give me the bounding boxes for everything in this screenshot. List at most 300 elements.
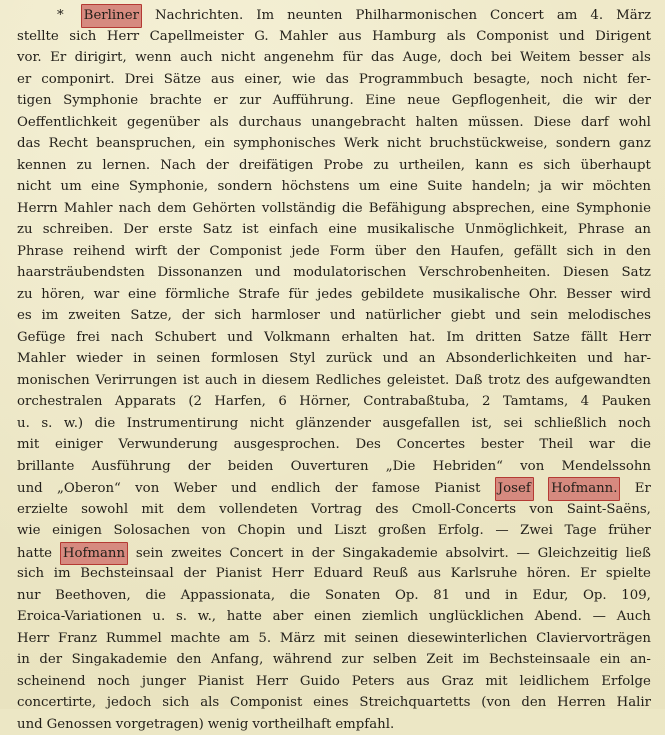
- word: geleistet.: [387, 370, 449, 392]
- word: der: [177, 241, 200, 263]
- word: angenehm: [264, 47, 334, 69]
- word: großen: [378, 520, 426, 542]
- word: Mahler: [64, 198, 113, 220]
- word: mit: [485, 671, 507, 693]
- word: ziemlich: [362, 606, 418, 628]
- word: Hebriden“: [433, 456, 503, 478]
- word: in: [505, 585, 518, 607]
- word: 2: [482, 391, 490, 413]
- word: Gefüge: [17, 327, 65, 349]
- word: zurück: [326, 348, 372, 370]
- word: scheinend: [17, 671, 85, 693]
- word: Anfang,: [211, 649, 263, 671]
- word: noch: [97, 671, 130, 693]
- word: glänzender: [296, 413, 371, 435]
- word: reihend: [73, 241, 125, 263]
- word: Herr: [17, 628, 49, 650]
- word: den: [177, 649, 202, 671]
- word: eine: [328, 219, 357, 241]
- word: Dissonanzen: [157, 262, 242, 284]
- word: durchaus: [239, 112, 302, 134]
- article-line: [17, 198, 651, 220]
- word: Concert: [490, 5, 544, 27]
- word: in: [17, 649, 30, 671]
- word: während: [273, 649, 332, 671]
- word: (von: [481, 692, 510, 714]
- word: die: [342, 198, 363, 220]
- word: monischen: [17, 370, 90, 392]
- article-line: [17, 542, 651, 564]
- word: Streichquartetts: [359, 692, 470, 714]
- word: Eroica-Variationen: [17, 606, 142, 628]
- word: und: [587, 348, 613, 370]
- word: März: [616, 5, 651, 27]
- word: Dirigent: [595, 26, 651, 48]
- word: an-: [630, 649, 651, 671]
- word: erhalten: [341, 327, 398, 349]
- word: neunten: [287, 5, 342, 27]
- word: und: [465, 585, 491, 607]
- word: absprechen,: [452, 198, 535, 220]
- word: Styl: [289, 348, 315, 370]
- word: erzielte: [17, 499, 68, 521]
- word: Componist: [476, 26, 548, 48]
- word: jede: [291, 241, 319, 263]
- word: Ausführung: [92, 456, 171, 478]
- word: über: [375, 241, 406, 263]
- word: Graz: [442, 671, 474, 693]
- word: nur: [17, 585, 40, 607]
- word: „Oberon“: [57, 478, 121, 500]
- word: Pianist: [198, 671, 244, 693]
- word: hören,: [41, 284, 85, 306]
- word: Rummel: [106, 628, 162, 650]
- word: Recht: [49, 133, 88, 155]
- word: von: [202, 520, 226, 542]
- word: seinen: [157, 348, 201, 370]
- word: nach: [119, 198, 152, 220]
- word: und: [17, 714, 43, 735]
- article-line: [17, 133, 651, 155]
- word: förmliche: [165, 284, 229, 306]
- word: Concert: [230, 543, 284, 565]
- word: der: [188, 456, 211, 478]
- word: 109,: [621, 585, 651, 607]
- article-line: [17, 434, 651, 456]
- article-line: [17, 456, 651, 478]
- word: am: [229, 628, 250, 650]
- article-line: [17, 47, 651, 69]
- word: wie: [17, 520, 41, 542]
- word: Satz: [622, 262, 651, 284]
- word: 4.: [590, 5, 603, 27]
- word: Phrase: [17, 241, 64, 263]
- word: an: [634, 219, 651, 241]
- word: Probe: [324, 155, 364, 177]
- word: im: [463, 649, 480, 671]
- word: s.: [41, 413, 52, 435]
- word: Haufen,: [450, 241, 504, 263]
- word: wenig: [208, 714, 249, 735]
- word: der: [39, 649, 62, 671]
- word: melodisches: [568, 305, 651, 327]
- word: ausgesprochen.: [234, 434, 340, 456]
- word: Herr: [272, 563, 304, 585]
- word: möchten: [593, 176, 651, 198]
- word: wir: [561, 176, 583, 198]
- word: machte: [171, 628, 221, 650]
- word: Schubert: [154, 327, 216, 349]
- word: zweites: [171, 543, 222, 565]
- word: auch: [180, 47, 213, 69]
- word: Gleichzeitig: [538, 543, 618, 565]
- word: Suite: [427, 176, 462, 198]
- word: Programmbuch: [359, 69, 463, 91]
- article-line: [17, 241, 651, 263]
- word: für: [343, 47, 363, 69]
- word: nicht: [17, 176, 51, 198]
- word: Nach: [160, 155, 196, 177]
- word: sondern: [217, 176, 272, 198]
- word: formlosen: [211, 348, 278, 370]
- article-line: [17, 327, 651, 349]
- word: Eduard: [313, 563, 363, 585]
- word: Symphonie: [576, 198, 651, 220]
- highlighted-term: Hofmann.: [548, 477, 620, 501]
- article-line: [17, 499, 651, 521]
- word: leidlichem: [520, 671, 590, 693]
- word: Philharmonischen: [355, 5, 477, 27]
- word: Tage: [564, 520, 596, 542]
- word: am: [557, 5, 578, 27]
- word: mit: [17, 434, 39, 456]
- word: Symphonie,: [129, 176, 208, 198]
- word: Daß: [455, 370, 482, 392]
- article-line: [17, 284, 651, 306]
- word: Verwunderung: [118, 434, 218, 456]
- word: neue: [407, 90, 440, 112]
- word: gefällt: [514, 241, 557, 263]
- word: zur: [239, 90, 261, 112]
- word: concertirte,: [17, 692, 96, 714]
- asterisk-marker: *: [57, 5, 64, 27]
- word: wohl: [619, 112, 651, 134]
- word: zu: [17, 284, 33, 306]
- word: ausgefallen: [382, 413, 459, 435]
- article-line: [17, 649, 651, 671]
- word: Herr: [619, 327, 651, 349]
- word: Auch: [617, 606, 651, 628]
- article-line: [17, 176, 651, 198]
- word: s.: [176, 606, 187, 628]
- article-line: [17, 26, 651, 48]
- word: dritten: [475, 327, 521, 349]
- word: und: [297, 520, 323, 542]
- word: Auge,: [403, 47, 442, 69]
- word: haarsträubendsten: [17, 262, 145, 284]
- word: modulatorischen: [293, 262, 406, 284]
- word: Saint-Saëns,: [567, 499, 651, 521]
- word: Peters: [352, 671, 395, 693]
- word: den: [521, 692, 546, 714]
- word: vollständig: [262, 198, 336, 220]
- word: w.,: [198, 606, 216, 628]
- word: Unmöglichkeit,: [465, 219, 568, 241]
- word: als: [632, 47, 651, 69]
- word: G.: [254, 26, 268, 48]
- word: Op.: [583, 585, 607, 607]
- word: 4: [581, 391, 589, 413]
- word: Karlsruhe: [451, 563, 518, 585]
- word: sondern: [556, 133, 611, 155]
- word: brachte: [150, 90, 202, 112]
- word: um: [61, 176, 82, 198]
- word: es: [17, 305, 32, 327]
- article-line: [17, 112, 651, 134]
- word: har-: [624, 348, 651, 370]
- word: dirigirt,: [75, 47, 127, 69]
- word: doch: [450, 47, 483, 69]
- word: nicht: [221, 47, 255, 69]
- word: Abend.: [535, 606, 582, 628]
- word: Verschrobenheiten.: [419, 262, 550, 284]
- word: Form: [330, 241, 365, 263]
- word: dreifätigen: [239, 155, 313, 177]
- word: zu: [77, 155, 93, 177]
- word: aus: [338, 26, 361, 48]
- word: wenn: [135, 47, 171, 69]
- word: Im: [446, 327, 464, 349]
- word: giebt: [451, 305, 486, 327]
- word: einfach: [269, 219, 319, 241]
- word: den: [416, 241, 441, 263]
- word: Herren: [557, 692, 606, 714]
- word: Strafe: [238, 284, 280, 306]
- word: seinen: [355, 628, 399, 650]
- word: Weber: [174, 478, 217, 500]
- word: gegenüber: [127, 112, 200, 134]
- word: Absonderlichkeiten: [446, 348, 577, 370]
- word: Redliches: [315, 370, 381, 392]
- word: ja: [540, 176, 552, 198]
- word: sich: [69, 26, 96, 48]
- word: einiger: [55, 434, 103, 456]
- word: unangebracht: [311, 112, 405, 134]
- word: hatte: [17, 543, 52, 565]
- word: Satz: [203, 219, 232, 241]
- article-line: [17, 671, 651, 693]
- word: jedes: [317, 284, 352, 306]
- word: schreiben.: [43, 219, 113, 241]
- word: Verirrungen: [95, 370, 177, 392]
- word: er: [17, 69, 31, 91]
- word: den: [626, 241, 651, 263]
- word: Ouverturen: [291, 456, 369, 478]
- word: w.): [64, 413, 83, 435]
- word: der: [206, 155, 229, 177]
- word: Theil: [539, 434, 573, 456]
- word: fällt: [581, 327, 608, 349]
- word: ein: [204, 133, 225, 155]
- word: ließ: [626, 543, 651, 565]
- word: kann: [475, 155, 508, 177]
- word: Franz: [58, 628, 97, 650]
- word: der: [628, 90, 651, 112]
- article-line: [17, 348, 651, 370]
- word: aber: [273, 606, 304, 628]
- word: Phrase: [578, 219, 625, 241]
- word: orchestralen: [17, 391, 102, 413]
- word: überhaupt: [581, 155, 651, 177]
- word: Der: [123, 219, 148, 241]
- word: der: [312, 543, 335, 565]
- word: brillante: [17, 456, 74, 478]
- word: sei: [504, 413, 523, 435]
- word: zweiten: [68, 305, 120, 327]
- word: Tamtams,: [503, 391, 568, 413]
- article-line: [17, 391, 651, 413]
- word: wir: [595, 90, 617, 112]
- word: urtheilen,: [399, 155, 465, 177]
- word: um: [359, 176, 380, 198]
- word: sein: [136, 543, 164, 565]
- word: 5.: [258, 628, 271, 650]
- word: die: [290, 585, 311, 607]
- word: nicht: [387, 133, 421, 155]
- word: März: [280, 628, 315, 650]
- word: Erfolge: [601, 671, 651, 693]
- word: Pauken: [602, 391, 651, 413]
- article-line: [17, 585, 651, 607]
- word: hat.: [409, 327, 435, 349]
- article-line: [17, 477, 651, 499]
- word: und: [330, 305, 356, 327]
- word: unglücklichen: [429, 606, 524, 628]
- word: die: [145, 585, 166, 607]
- word: Mahler: [17, 348, 66, 370]
- word: Werk: [344, 133, 379, 155]
- word: gebildete: [361, 284, 424, 306]
- word: Mendelssohn: [561, 456, 650, 478]
- word: Contrabaßtuba,: [363, 391, 469, 413]
- word: wirft: [135, 241, 167, 263]
- article-line: [17, 262, 651, 284]
- word: wieder: [76, 348, 122, 370]
- word: vortheilhaft: [252, 714, 331, 735]
- word: der: [183, 563, 206, 585]
- word: eine: [128, 284, 157, 306]
- word: Componist: [209, 241, 281, 263]
- word: empfahl.: [335, 714, 394, 735]
- word: noch: [618, 413, 651, 435]
- word: handeln;: [472, 176, 531, 198]
- word: und: [383, 348, 409, 370]
- word: im: [42, 305, 59, 327]
- word: Erfolg.: [438, 520, 484, 542]
- word: Herrn: [17, 198, 58, 220]
- word: zu: [373, 155, 389, 177]
- word: diesewinterlichen: [407, 628, 527, 650]
- article-line: [17, 628, 651, 650]
- word: müssen.: [468, 112, 523, 134]
- word: Vortrag: [311, 499, 362, 521]
- word: eine: [91, 176, 120, 198]
- word: Mahler: [279, 26, 328, 48]
- word: in: [603, 241, 616, 263]
- word: zu: [17, 219, 33, 241]
- word: Sonaten: [325, 585, 380, 607]
- word: höchstens: [282, 176, 350, 198]
- word: Capellmeister: [150, 26, 244, 48]
- word: die: [630, 434, 651, 456]
- word: —: [517, 543, 530, 565]
- word: u.: [152, 606, 165, 628]
- word: darf: [581, 112, 609, 134]
- word: absolvirt.: [446, 543, 509, 565]
- word: in: [133, 348, 146, 370]
- word: dem: [157, 198, 186, 220]
- word: Instrumentirung: [127, 413, 239, 435]
- word: als: [447, 26, 466, 48]
- word: Appassionata,: [181, 585, 275, 607]
- word: Concertes: [397, 434, 465, 456]
- word: auch: [205, 370, 238, 392]
- article-text: [17, 4, 651, 735]
- word: vollendeten: [219, 499, 298, 521]
- word: Symphonie: [63, 90, 138, 112]
- word: und: [495, 305, 521, 327]
- article-line: [17, 714, 651, 735]
- word: junger: [142, 671, 186, 693]
- word: hatte: [227, 606, 262, 628]
- word: Singakademie: [342, 543, 437, 565]
- word: Op.: [395, 585, 419, 607]
- word: als: [210, 112, 229, 134]
- article-line: [17, 606, 651, 628]
- word: Solosachen: [114, 520, 191, 542]
- word: erste: [158, 219, 192, 241]
- word: im: [54, 563, 71, 585]
- word: endlich: [271, 478, 320, 500]
- word: „Die: [386, 456, 416, 478]
- word: Ohr.: [529, 284, 558, 306]
- word: sich: [162, 692, 189, 714]
- word: wird: [620, 284, 651, 306]
- word: bester: [481, 434, 524, 456]
- word: 6: [278, 391, 286, 413]
- word: ist: [242, 219, 258, 241]
- word: Cmoll-Concerts: [412, 499, 516, 521]
- word: vor.: [17, 47, 42, 69]
- word: componirt.: [41, 69, 114, 91]
- word: Pianist: [216, 563, 262, 585]
- word: mit: [324, 628, 346, 650]
- article-line: [17, 305, 651, 327]
- word: einen: [314, 606, 351, 628]
- word: eines: [313, 692, 348, 714]
- word: ein: [600, 649, 621, 671]
- word: Harfen,: [214, 391, 265, 413]
- word: Reuß: [373, 563, 408, 585]
- word: trotz: [488, 370, 520, 392]
- word: jedoch: [107, 692, 152, 714]
- word: zur: [342, 649, 364, 671]
- word: wie: [292, 69, 316, 91]
- word: eine: [541, 198, 570, 220]
- word: war: [94, 284, 120, 306]
- word: ganz: [619, 133, 651, 155]
- word: dem: [177, 499, 206, 521]
